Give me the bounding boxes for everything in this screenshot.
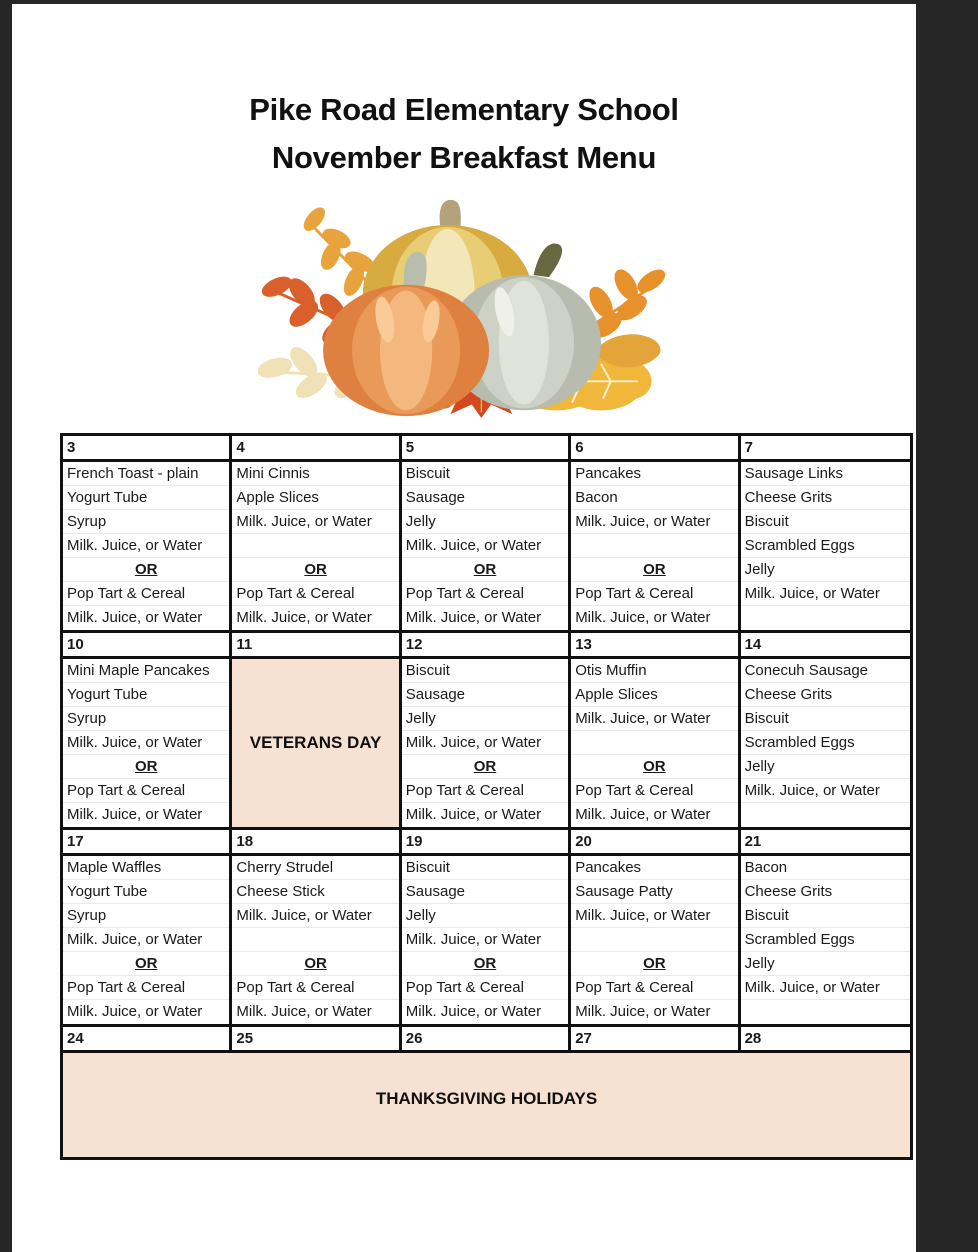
menu-item: Sausage Links (741, 462, 910, 486)
menu-item: Jelly (402, 510, 568, 534)
date-cell-10: 10 (63, 633, 232, 656)
pumpkins-illustration-svg (258, 196, 670, 418)
menu-item: Biscuit (402, 462, 568, 486)
date-row-week2 (63, 633, 910, 659)
page-header (12, 86, 916, 182)
menu-item: OR (571, 952, 737, 976)
menu-item: Milk. Juice, or Water (405, 609, 542, 626)
menu-cell-day-18 (232, 856, 401, 1024)
menu-item: Cherry Strudel (232, 856, 398, 880)
menu-item: Biscuit (741, 707, 910, 731)
menu-item (741, 606, 910, 630)
menu-item: Apple Slices (232, 486, 398, 510)
date-cell-4: 4 (232, 436, 401, 459)
menu-cell-day-20 (571, 856, 740, 1024)
menu-item: Jelly (741, 952, 910, 976)
menu-item: Syrup (63, 904, 229, 928)
menu-item: OR (402, 558, 568, 582)
menu-item: OR (63, 952, 229, 976)
menu-item: OR (571, 558, 737, 582)
menu-item: Sausage (402, 880, 568, 904)
date-row-week1 (63, 436, 910, 462)
menu-item: Milk. Juice, or Water (402, 928, 568, 952)
menu-item: Sausage (402, 486, 568, 510)
menu-item: Milk. Juice, or Water (741, 976, 910, 1000)
menu-cell-day-21 (741, 856, 910, 1024)
menu-item: Milk. Juice, or Water (236, 609, 372, 626)
date-cell-25: 25 (232, 1027, 401, 1050)
menu-item: Milk. Juice, or Water (405, 1003, 542, 1020)
menu-item: Jelly (741, 558, 910, 582)
date-cell-7: 7 (741, 436, 910, 459)
menu-item: Pop Tart & Cereal (63, 976, 229, 1000)
menu-item: OR (571, 755, 737, 779)
menu-item: Bacon (571, 486, 737, 510)
date-cell-5: 5 (402, 436, 571, 459)
menu-item: Milk. Juice, or Water (575, 806, 711, 823)
menu-cell-day-10 (63, 659, 232, 827)
date-cell-17: 17 (63, 830, 232, 853)
page-title-line2: November Breakfast Menu (271, 140, 657, 175)
menu-item: Biscuit (741, 510, 910, 534)
date-cell-13: 13 (571, 633, 740, 656)
menu-item: Milk. Juice, or Water (402, 534, 568, 558)
menu-item: Milk. Juice, or Water (67, 609, 203, 626)
menu-item: Pop Tart & Cereal (402, 976, 568, 1000)
menu-item: Milk. Juice, or Water (236, 1003, 372, 1020)
date-row-week4 (63, 1027, 910, 1053)
menu-item: Cheese Grits (741, 486, 910, 510)
menu-item: Biscuit (741, 904, 910, 928)
menu-item: Jelly (741, 755, 910, 779)
menu-item: Sausage (402, 683, 568, 707)
menu-item: Yogurt Tube (63, 880, 229, 904)
menu-item: Milk. Juice, or Water (571, 904, 737, 928)
menu-item: Cheese Grits (741, 880, 910, 904)
menu-item: Milk. Juice, or Water (63, 731, 229, 755)
menu-item: Pop Tart & Cereal (63, 582, 229, 606)
menu-item: Milk. Juice, or Water (575, 609, 711, 626)
menu-item: Biscuit (402, 659, 568, 683)
menu-item: Scrambled Eggs (741, 731, 910, 755)
thanksgiving-holidays-cell: THANKSGIVING HOLIDAYS (63, 1053, 910, 1157)
menu-row-week2 (63, 659, 910, 830)
menu-item (571, 534, 737, 558)
menu-item: OR (232, 952, 398, 976)
menu-item: Conecuh Sausage (741, 659, 910, 683)
menu-item: Scrambled Eggs (741, 534, 910, 558)
menu-item: Scrambled Eggs (741, 928, 910, 952)
breakfast-calendar (60, 433, 913, 1160)
menu-item (571, 928, 737, 952)
date-cell-21: 21 (741, 830, 910, 853)
menu-item: Pop Tart & Cereal (232, 582, 398, 606)
menu-item (571, 731, 737, 755)
thanksgiving-row (63, 1053, 910, 1157)
menu-item (232, 928, 398, 952)
menu-cell-day-17 (63, 856, 232, 1024)
menu-item: Pop Tart & Cereal (571, 582, 737, 606)
menu-item: Pop Tart & Cereal (63, 779, 229, 803)
date-cell-27: 27 (571, 1027, 740, 1050)
menu-item (741, 1000, 910, 1024)
veterans-day-cell: VETERANS DAY (232, 659, 401, 827)
menu-item: Pop Tart & Cereal (571, 779, 737, 803)
menu-item: Milk. Juice, or Water (741, 779, 910, 803)
menu-item: Biscuit (402, 856, 568, 880)
menu-cell-day-14 (741, 659, 910, 827)
menu-item: OR (402, 952, 568, 976)
menu-item: Pop Tart & Cereal (571, 976, 737, 1000)
menu-cell-day-12 (402, 659, 571, 827)
menu-item: French Toast - plain (63, 462, 229, 486)
menu-item: Milk. Juice, or Water (571, 707, 737, 731)
menu-item: OR (63, 558, 229, 582)
menu-item: Syrup (63, 707, 229, 731)
menu-item: OR (232, 558, 398, 582)
menu-cell-day-3 (63, 462, 232, 630)
menu-item: OR (402, 755, 568, 779)
date-cell-19: 19 (402, 830, 571, 853)
menu-item: Milk. Juice, or Water (232, 510, 398, 534)
menu-item: Milk. Juice, or Water (232, 904, 398, 928)
menu-item: Milk. Juice, or Water (63, 928, 229, 952)
menu-item: Milk. Juice, or Water (741, 582, 910, 606)
date-cell-12: 12 (402, 633, 571, 656)
date-cell-6: 6 (571, 436, 740, 459)
date-cell-20: 20 (571, 830, 740, 853)
menu-item (232, 534, 398, 558)
menu-item: Sausage Patty (571, 880, 737, 904)
date-cell-3: 3 (63, 436, 232, 459)
date-row-week3 (63, 830, 910, 856)
date-cell-14: 14 (741, 633, 910, 656)
date-cell-24: 24 (63, 1027, 232, 1050)
menu-row-week1 (63, 462, 910, 633)
date-cell-26: 26 (402, 1027, 571, 1050)
menu-item: Milk. Juice, or Water (67, 806, 203, 823)
menu-item: Bacon (741, 856, 910, 880)
menu-item: Milk. Juice, or Water (67, 1003, 203, 1020)
menu-item: Yogurt Tube (63, 486, 229, 510)
menu-item (741, 803, 910, 827)
menu-item: Maple Waffles (63, 856, 229, 880)
menu-cell-day-4 (232, 462, 401, 630)
menu-item: Pancakes (571, 856, 737, 880)
date-cell-18: 18 (232, 830, 401, 853)
menu-item: Cheese Grits (741, 683, 910, 707)
menu-cell-day-13 (571, 659, 740, 827)
menu-item: Syrup (63, 510, 229, 534)
menu-item: OR (63, 755, 229, 779)
menu-cell-day-6 (571, 462, 740, 630)
menu-item: Cheese Stick (232, 880, 398, 904)
menu-item: Pop Tart & Cereal (232, 976, 398, 1000)
menu-item: Pancakes (571, 462, 737, 486)
menu-item: Milk. Juice, or Water (571, 510, 737, 534)
menu-cell-day-5 (402, 462, 571, 630)
menu-item: Mini Maple Pancakes (63, 659, 229, 683)
menu-item: Jelly (402, 904, 568, 928)
menu-item: Milk. Juice, or Water (405, 806, 542, 823)
menu-item: Milk. Juice, or Water (575, 1003, 711, 1020)
menu-item: Milk. Juice, or Water (63, 534, 229, 558)
menu-item: Pop Tart & Cereal (402, 582, 568, 606)
page-title-line1: Pike Road Elementary School (249, 92, 679, 127)
pumpkins-illustration (12, 196, 916, 418)
document-page (12, 4, 916, 1252)
date-cell-11: 11 (232, 633, 401, 656)
menu-item: Apple Slices (571, 683, 737, 707)
menu-item: Otis Muffin (571, 659, 737, 683)
menu-item: Jelly (402, 707, 568, 731)
menu-cell-day-7 (741, 462, 910, 630)
menu-item: Milk. Juice, or Water (402, 731, 568, 755)
date-cell-28: 28 (741, 1027, 910, 1050)
menu-cell-day-19 (402, 856, 571, 1024)
menu-item: Mini Cinnis (232, 462, 398, 486)
menu-item: Yogurt Tube (63, 683, 229, 707)
menu-item: Pop Tart & Cereal (402, 779, 568, 803)
menu-row-week3 (63, 856, 910, 1027)
